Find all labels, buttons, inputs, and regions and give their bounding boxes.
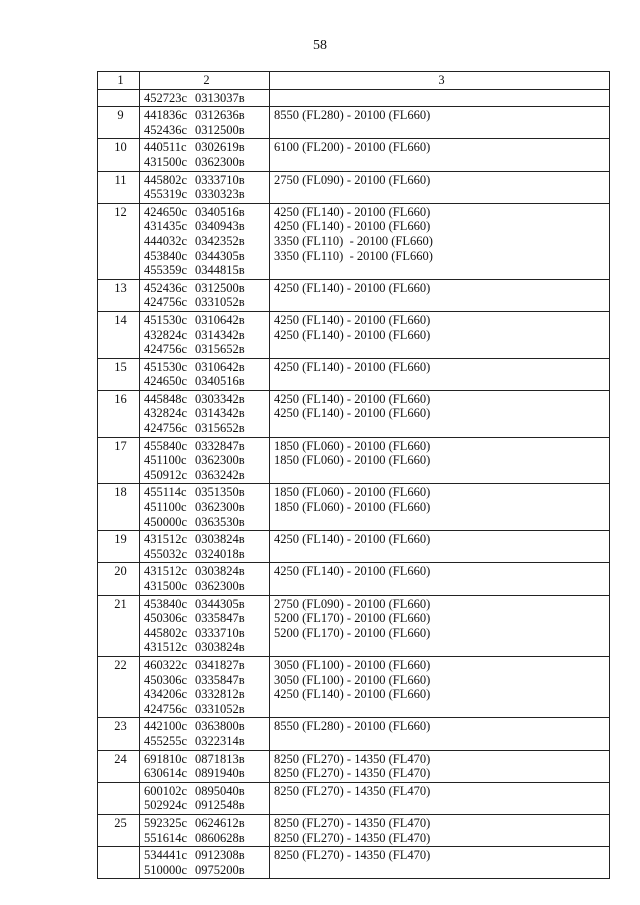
flight-levels-cell <box>270 279 610 311</box>
flight-level-range: 3050 (FL100) - 20100 (FL660) <box>274 672 431 687</box>
coordinate-pair <box>144 219 269 234</box>
row-number: 20 <box>98 563 140 595</box>
flight-level-range: 4250 (FL140) - 20100 (FL660) <box>274 204 431 219</box>
longitude: 0303824в <box>195 640 245 655</box>
coordinates-cell <box>140 203 270 279</box>
row-number <box>98 89 140 107</box>
table-row <box>98 750 610 782</box>
longitude: 0351350в <box>195 485 245 500</box>
row-number <box>98 782 140 814</box>
header-row <box>98 72 610 90</box>
coordinate-pair <box>144 234 269 249</box>
latitude: 630614с <box>144 766 188 781</box>
longitude: 0340516в <box>195 204 245 219</box>
longitude: 0362300в <box>195 453 245 468</box>
longitude: 0891940в <box>195 766 245 781</box>
coordinate-pair <box>144 579 269 594</box>
coordinates-cell <box>140 750 270 782</box>
latitude: 432824с <box>144 406 188 421</box>
header-col-1: 1 <box>98 72 140 90</box>
flight-level-range: 3350 (FL110) - 20100 (FL660) <box>274 233 433 248</box>
flight-levels-cell <box>270 595 610 656</box>
flight-level-range: 8250 (FL270) - 14350 (FL470) <box>274 815 431 830</box>
latitude: 510000с <box>144 862 188 877</box>
longitude: 0315652в <box>195 342 245 357</box>
longitude: 0335847в <box>195 672 245 687</box>
longitude: 0313037в <box>195 90 245 105</box>
flight-level-range: 8250 (FL270) - 14350 (FL470) <box>274 848 431 863</box>
latitude: 424756с <box>144 701 188 716</box>
coordinates-cell <box>140 107 270 139</box>
latitude: 445802с <box>144 625 188 640</box>
coordinate-pair <box>144 281 269 296</box>
coordinate-pair <box>144 547 269 562</box>
flight-level-range: 3350 (FL110) - 20100 (FL660) <box>274 248 433 263</box>
latitude: 450306с <box>144 611 188 626</box>
coordinate-pair <box>144 831 269 846</box>
coordinate-pair <box>144 328 269 343</box>
longitude: 0362300в <box>195 500 245 515</box>
longitude: 0333710в <box>195 625 245 640</box>
row-number: 22 <box>98 656 140 717</box>
coordinate-pair <box>144 249 269 264</box>
latitude: 451100с <box>144 453 187 468</box>
row-number: 14 <box>98 311 140 358</box>
longitude: 0335847в <box>195 611 245 626</box>
flight-level-range: 1850 (FL060) - 20100 (FL660) <box>274 485 431 500</box>
latitude: 453840с <box>144 596 188 611</box>
coordinate-pair <box>144 702 269 717</box>
table-row <box>98 279 610 311</box>
coordinates-cell <box>140 847 270 879</box>
table-row <box>98 171 610 203</box>
coordinates-cell <box>140 279 270 311</box>
latitude: 451100с <box>144 500 187 515</box>
flight-level-range: 4250 (FL140) - 20100 (FL660) <box>274 391 431 406</box>
latitude: 450912с <box>144 467 188 482</box>
longitude: 0331052в <box>195 701 245 716</box>
table-row <box>98 358 610 390</box>
table-row <box>98 718 610 750</box>
coordinate-pair <box>144 515 269 530</box>
longitude: 0340516в <box>195 374 245 389</box>
flight-level-range: 4250 (FL140) - 20100 (FL660) <box>274 532 431 547</box>
longitude: 0302619в <box>195 140 245 155</box>
row-number: 19 <box>98 531 140 563</box>
row-number: 25 <box>98 814 140 846</box>
longitude: 0330323в <box>195 187 245 202</box>
header-col-2: 2 <box>140 72 270 90</box>
flight-levels-cell <box>270 782 610 814</box>
latitude: 450306с <box>144 672 188 687</box>
row-number: 18 <box>98 484 140 531</box>
coordinate-pair <box>144 863 269 878</box>
longitude: 0312500в <box>195 122 245 137</box>
longitude: 0912308в <box>195 848 245 863</box>
latitude: 453840с <box>144 248 188 263</box>
coordinate-pair <box>144 784 269 799</box>
latitude: 431512с <box>144 640 188 655</box>
coordinates-cell <box>140 358 270 390</box>
coordinate-pair <box>144 597 269 612</box>
coordinate-pair <box>144 734 269 749</box>
longitude: 0312500в <box>195 280 245 295</box>
coordinates-cell <box>140 139 270 171</box>
coordinate-pair <box>144 91 269 106</box>
flight-level-range: 4250 (FL140) - 20100 (FL660) <box>274 280 431 295</box>
flight-level-range: 4250 (FL140) - 20100 (FL660) <box>274 359 431 374</box>
coordinates-cell <box>140 89 270 107</box>
flight-levels-cell <box>270 358 610 390</box>
latitude: 455840с <box>144 438 188 453</box>
latitude: 431512с <box>144 532 188 547</box>
coordinate-pair <box>144 626 269 641</box>
coordinate-pair <box>144 468 269 483</box>
latitude: 441836с <box>144 108 188 123</box>
longitude: 0340943в <box>195 219 245 234</box>
coordinates-cell <box>140 311 270 358</box>
longitude: 0342352в <box>195 233 245 248</box>
coordinate-pair <box>144 406 269 421</box>
row-number: 11 <box>98 171 140 203</box>
latitude: 434206с <box>144 687 188 702</box>
coordinates-cell <box>140 656 270 717</box>
flight-levels-cell <box>270 563 610 595</box>
coordinate-pair <box>144 263 269 278</box>
coordinates-cell <box>140 531 270 563</box>
longitude: 0303824в <box>195 532 245 547</box>
flight-levels-cell <box>270 437 610 484</box>
coordinate-pair <box>144 295 269 310</box>
flight-level-range: 8250 (FL270) - 14350 (FL470) <box>274 830 431 845</box>
row-number: 9 <box>98 107 140 139</box>
longitude: 0312636в <box>195 108 245 123</box>
coordinate-pair <box>144 360 269 375</box>
latitude: 455032с <box>144 546 188 561</box>
coordinate-pair <box>144 155 269 170</box>
flight-level-range: 2750 (FL090) - 20100 (FL660) <box>274 172 431 187</box>
coordinate-pair <box>144 719 269 734</box>
latitude: 452436с <box>144 280 188 295</box>
longitude: 0624612в <box>195 815 245 830</box>
flight-levels-cell <box>270 718 610 750</box>
flight-levels-cell <box>270 171 610 203</box>
table-row <box>98 814 610 846</box>
table-row <box>98 89 610 107</box>
longitude: 0303342в <box>195 391 245 406</box>
longitude: 0975200в <box>195 862 245 877</box>
coordinate-pair <box>144 453 269 468</box>
flight-levels-cell <box>270 656 610 717</box>
coordinate-pair <box>144 439 269 454</box>
row-number: 16 <box>98 390 140 437</box>
latitude: 424756с <box>144 421 188 436</box>
latitude: 534441с <box>144 848 188 863</box>
row-number: 12 <box>98 203 140 279</box>
flight-level-range: 1850 (FL060) - 20100 (FL660) <box>274 438 431 453</box>
coordinate-pair <box>144 108 269 123</box>
longitude: 0362300в <box>195 154 245 169</box>
coordinate-pair <box>144 564 269 579</box>
latitude: 502924с <box>144 798 188 813</box>
flight-level-range: 1850 (FL060) - 20100 (FL660) <box>274 500 431 515</box>
coordinates-cell <box>140 171 270 203</box>
longitude: 0362300в <box>195 579 245 593</box>
latitude: 452723с <box>144 90 188 105</box>
coordinate-pair <box>144 421 269 436</box>
row-number: 21 <box>98 595 140 656</box>
longitude: 0363242в <box>195 467 245 482</box>
latitude: 455255с <box>144 733 188 748</box>
coordinate-pair <box>144 673 269 688</box>
coordinate-pair <box>144 140 269 155</box>
row-number: 17 <box>98 437 140 484</box>
coordinate-pair <box>144 500 269 515</box>
table-row <box>98 656 610 717</box>
table-row <box>98 847 610 879</box>
coordinate-pair <box>144 611 269 626</box>
longitude: 0344305в <box>195 248 245 263</box>
flight-level-range: 8550 (FL280) - 20100 (FL660) <box>274 108 431 123</box>
longitude: 0871813в <box>195 751 245 766</box>
coordinate-pair <box>144 392 269 407</box>
flight-levels-cell <box>270 531 610 563</box>
longitude: 0322314в <box>195 733 245 748</box>
longitude: 0314342в <box>195 406 245 421</box>
latitude: 451530с <box>144 312 188 327</box>
latitude: 445848с <box>144 391 188 406</box>
coordinate-pair <box>144 532 269 547</box>
flight-levels-cell <box>270 203 610 279</box>
latitude: 424756с <box>144 342 188 357</box>
coordinate-pair <box>144 848 269 863</box>
longitude: 0324018в <box>195 546 245 561</box>
longitude: 0912548в <box>195 798 245 813</box>
row-number: 23 <box>98 718 140 750</box>
flight-level-range: 8250 (FL270) - 14350 (FL470) <box>274 766 431 781</box>
flight-level-range: 4250 (FL140) - 20100 (FL660) <box>274 219 431 234</box>
flight-levels-cell <box>270 750 610 782</box>
flight-levels-cell <box>270 107 610 139</box>
coordinate-pair <box>144 752 269 767</box>
flight-level-range: 6100 (FL200) - 20100 (FL660) <box>274 140 431 155</box>
table-row <box>98 563 610 595</box>
longitude: 0344305в <box>195 596 245 611</box>
flight-level-range: 4250 (FL140) - 20100 (FL660) <box>274 327 431 342</box>
airspace-table <box>97 71 610 879</box>
longitude: 0310642в <box>195 359 245 374</box>
flight-levels-cell <box>270 484 610 531</box>
flight-level-range: 2750 (FL090) - 20100 (FL660) <box>274 596 431 611</box>
longitude: 0314342в <box>195 327 245 342</box>
coordinate-pair <box>144 173 269 188</box>
flight-level-range: 8550 (FL280) - 20100 (FL660) <box>274 719 431 734</box>
longitude: 0310642в <box>195 312 245 327</box>
flight-level-range: 5200 (FL170) - 20100 (FL660) <box>274 611 431 626</box>
flight-level-range: 4250 (FL140) - 20100 (FL660) <box>274 312 431 327</box>
coordinates-cell <box>140 595 270 656</box>
latitude: 424650с <box>144 204 188 219</box>
table-row <box>98 595 610 656</box>
table-row <box>98 203 610 279</box>
coordinate-pair <box>144 816 269 831</box>
longitude: 0315652в <box>195 421 245 436</box>
flight-level-range: 1850 (FL060) - 20100 (FL660) <box>274 453 431 468</box>
flight-levels-cell <box>270 311 610 358</box>
flight-level-range: 8250 (FL270) - 14350 (FL470) <box>274 751 431 766</box>
longitude: 0331052в <box>195 295 245 310</box>
longitude: 0341827в <box>195 657 245 672</box>
table-row <box>98 139 610 171</box>
table-body <box>98 89 610 879</box>
coordinates-cell <box>140 484 270 531</box>
longitude: 0303824в <box>195 564 245 579</box>
latitude: 455319с <box>144 187 188 202</box>
coordinates-cell <box>140 563 270 595</box>
row-number: 13 <box>98 279 140 311</box>
coordinate-pair <box>144 766 269 781</box>
latitude: 444032с <box>144 233 188 248</box>
latitude: 424650с <box>144 374 188 389</box>
coordinates-cell <box>140 390 270 437</box>
coordinate-pair <box>144 640 269 655</box>
flight-levels-cell <box>270 847 610 879</box>
latitude: 455114с <box>144 485 187 500</box>
coordinate-pair <box>144 658 269 673</box>
latitude: 691810с <box>144 751 188 766</box>
flight-level-range: 4250 (FL140) - 20100 (FL660) <box>274 687 431 702</box>
table-row <box>98 531 610 563</box>
latitude: 551614с <box>144 830 188 845</box>
latitude: 451530с <box>144 359 188 374</box>
flight-level-range: 8250 (FL270) - 14350 (FL470) <box>274 783 431 798</box>
flight-level-range: 4250 (FL140) - 20100 (FL660) <box>274 564 431 579</box>
latitude: 460322с <box>144 657 188 672</box>
flight-level-range: 3050 (FL100) - 20100 (FL660) <box>274 657 431 672</box>
latitude: 431435с <box>144 219 188 234</box>
coordinate-pair <box>144 123 269 138</box>
coordinate-pair <box>144 485 269 500</box>
longitude: 0860628в <box>195 830 245 845</box>
latitude: 424756с <box>144 295 188 310</box>
latitude: 431500с <box>144 154 188 169</box>
longitude: 0332847в <box>195 438 245 453</box>
row-number: 24 <box>98 750 140 782</box>
row-number: 15 <box>98 358 140 390</box>
flight-level-range: 5200 (FL170) - 20100 (FL660) <box>274 625 431 640</box>
coordinates-cell <box>140 782 270 814</box>
flight-levels-cell <box>270 89 610 107</box>
header-col-3: 3 <box>270 72 610 90</box>
latitude: 431500с <box>144 579 188 593</box>
coordinate-pair <box>144 313 269 328</box>
row-number: 10 <box>98 139 140 171</box>
table-row <box>98 437 610 484</box>
table-row <box>98 107 610 139</box>
longitude: 0332812в <box>195 687 245 702</box>
latitude: 592325с <box>144 815 188 830</box>
flight-level-range: 4250 (FL140) - 20100 (FL660) <box>274 406 431 421</box>
table-row <box>98 484 610 531</box>
latitude: 442100с <box>144 719 188 734</box>
latitude: 431512с <box>144 564 188 579</box>
latitude: 445802с <box>144 172 188 187</box>
coordinate-pair <box>144 205 269 220</box>
coordinates-cell <box>140 814 270 846</box>
coordinate-pair <box>144 374 269 389</box>
coordinate-pair <box>144 798 269 813</box>
table-row <box>98 390 610 437</box>
latitude: 452436с <box>144 122 188 137</box>
table-row <box>98 782 610 814</box>
table-row <box>98 311 610 358</box>
latitude: 455359с <box>144 263 188 278</box>
row-number <box>98 847 140 879</box>
latitude: 440511с <box>144 140 187 155</box>
coordinate-pair <box>144 687 269 702</box>
flight-levels-cell <box>270 814 610 846</box>
coordinates-cell <box>140 437 270 484</box>
longitude: 0363530в <box>195 514 245 529</box>
latitude: 600102с <box>144 783 188 798</box>
longitude: 0333710в <box>195 172 245 187</box>
coordinates-cell <box>140 718 270 750</box>
coordinate-pair <box>144 187 269 202</box>
flight-levels-cell <box>270 390 610 437</box>
latitude: 450000с <box>144 514 188 529</box>
longitude: 0344815в <box>195 263 245 278</box>
longitude: 0363800в <box>195 719 245 734</box>
page-number: 58 <box>313 38 327 53</box>
longitude: 0895040в <box>195 783 245 798</box>
coordinate-pair <box>144 342 269 357</box>
flight-levels-cell <box>270 139 610 171</box>
latitude: 432824с <box>144 327 188 342</box>
